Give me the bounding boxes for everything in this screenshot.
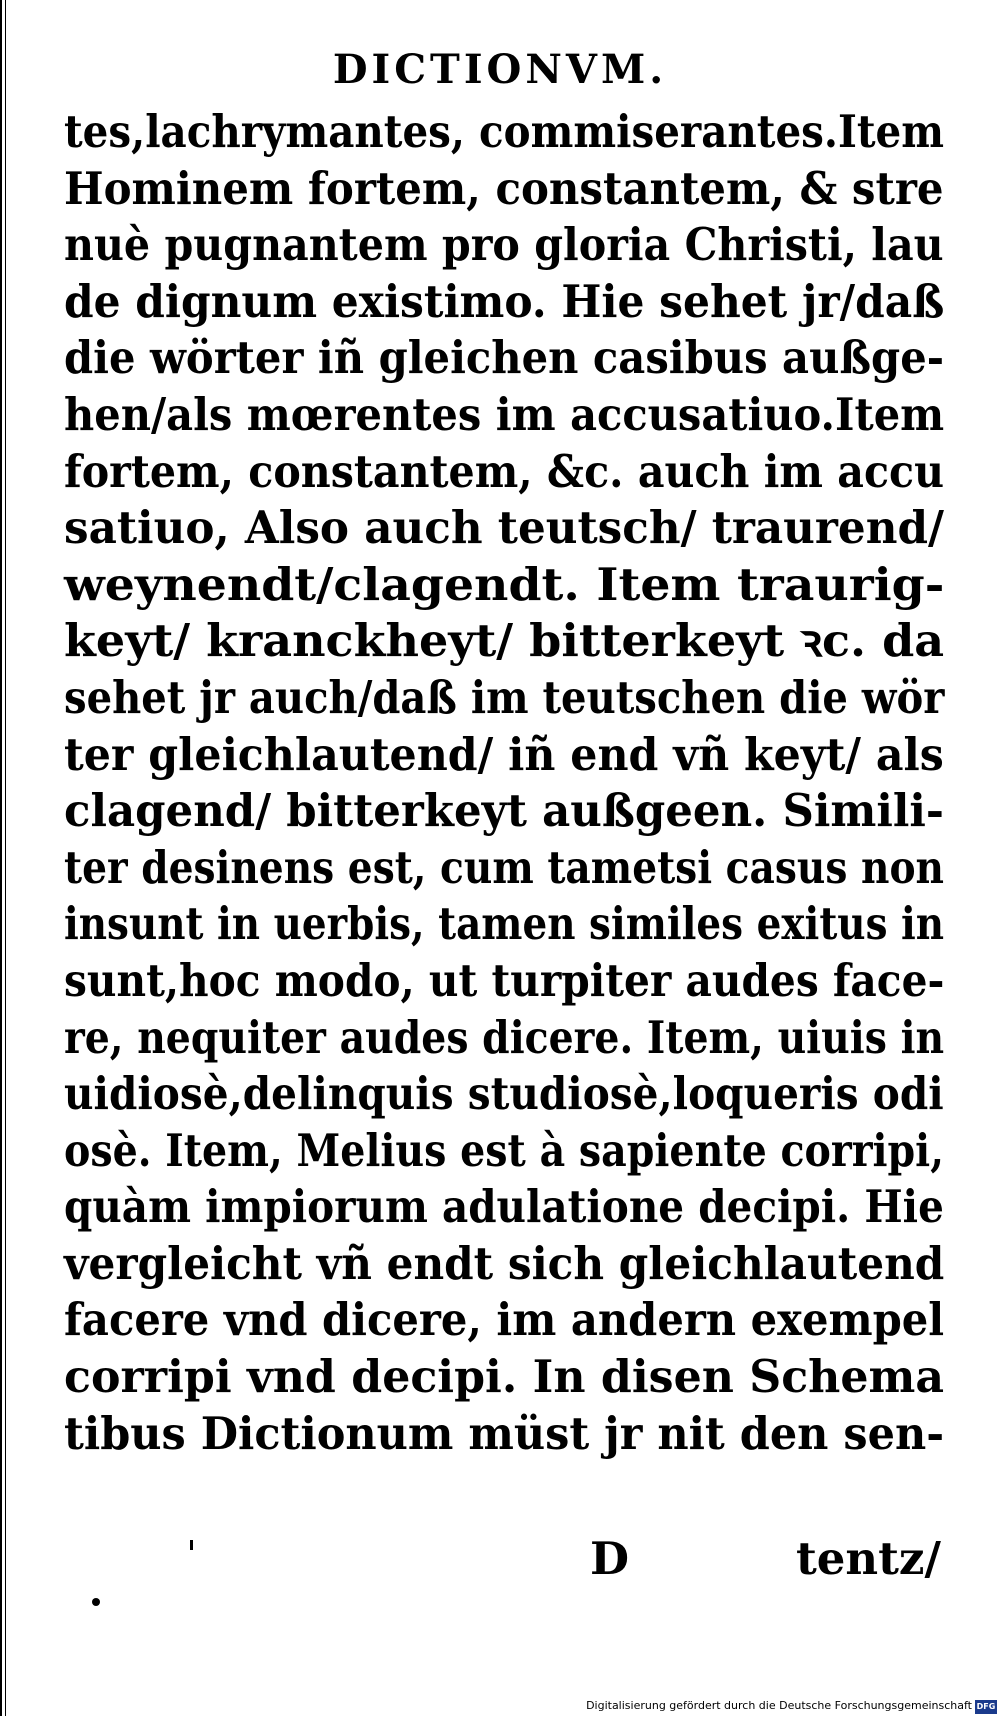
text-line: Hominem fortem, constantem, & stre xyxy=(64,161,944,215)
text-line: die wörter iñ gleichen casibus außge- xyxy=(64,331,945,385)
catchword: tentz/ xyxy=(796,1532,941,1585)
text-line: weynendt/clagendt. Item traurig- xyxy=(64,557,945,611)
text-line: sehet jr auch/daß im teutschen die wör xyxy=(64,670,945,724)
text-line: satiuo, Also auch teutsch/ traurend/ xyxy=(64,501,944,555)
bottom-line xyxy=(0,1532,1000,1588)
text-line: insunt in uerbis, tamen similes exitus in xyxy=(64,897,945,951)
text-line: osè. Item, Melius est à sapiente corripi, xyxy=(64,1123,944,1177)
text-line: sunt,hoc modo, ut turpiter audes face- xyxy=(64,953,945,1007)
running-header: DICTIONVM. xyxy=(332,46,668,93)
text-block xyxy=(64,104,944,1462)
text-line: facere vnd dicere, im andern exempel xyxy=(64,1293,945,1347)
text-line: hen/als mœrentes im accusatiuo.Item xyxy=(64,387,945,441)
page-edge xyxy=(0,0,10,1716)
text-line: re, nequiter audes dicere. Item, uiuis in xyxy=(64,1010,945,1064)
text-line: clagend/ bitterkeyt außgeen. Simili- xyxy=(64,784,944,838)
text-line: quàm impiorum adulatione decipi. Hie xyxy=(64,1180,944,1234)
signature-mark: D xyxy=(590,1532,630,1585)
ink-mark xyxy=(190,1540,193,1550)
text-line: vergleicht vñ endt sich gleichlautend xyxy=(64,1236,945,1290)
text-line: fortem, constantem, &c. auch im accu xyxy=(64,444,945,498)
digitization-credit: Digitalisierung gefördert durch die Deutsche Forschungsgemeinschaft xyxy=(586,1699,972,1712)
text-line: keyt/ kranckheyt/ bitterkeyt ꝛc. da xyxy=(64,614,945,668)
text-line: de dignum existimo. Hie sehet jr/daß xyxy=(64,274,945,328)
text-line: tibus Dictionum müst jr nit den sen- xyxy=(64,1406,945,1460)
dfg-logo: DFG xyxy=(975,1700,997,1714)
text-line: corripi vnd decipi. In disen Schema xyxy=(64,1350,944,1404)
text-line: nuè pugnantem pro gloria Christi, lau xyxy=(64,218,944,272)
text-line: ter desinens est, cum tametsi casus non xyxy=(64,840,944,894)
text-line: uidiosè,delinquis studiosè,loqueris odi xyxy=(64,1067,944,1121)
text-line: tes,lachrymantes, commiserantes.Item xyxy=(64,105,945,158)
text-line: ter gleichlautend/ iñ end vñ keyt/ als xyxy=(64,727,944,781)
ink-dot xyxy=(92,1598,100,1606)
